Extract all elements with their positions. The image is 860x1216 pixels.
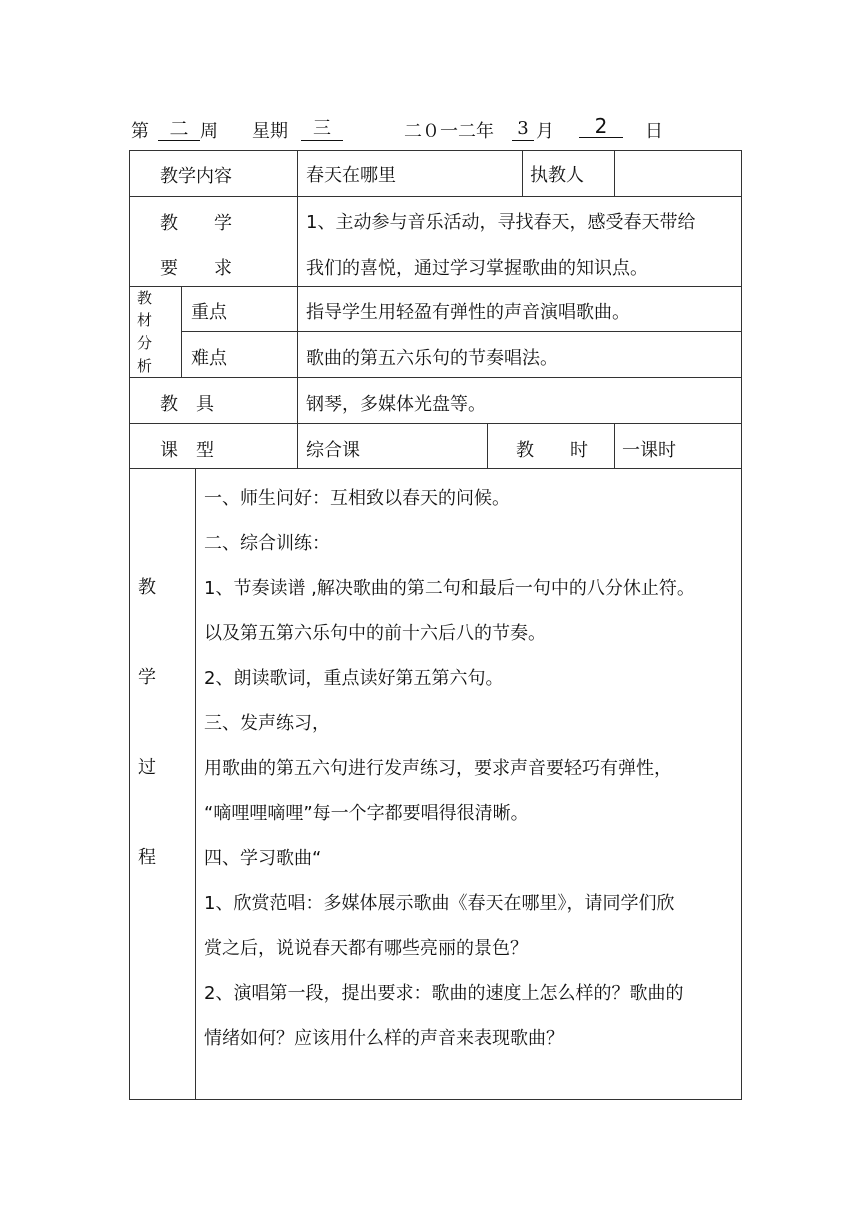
process-line: 1、欣赏范唱：多媒体展示歌曲《春天在哪里》，请同学们欣 bbox=[204, 893, 675, 914]
row-divider bbox=[129, 377, 742, 378]
process-line: 一、师生问好：互相致以春天的问候。 bbox=[204, 488, 510, 509]
hours-value: 一课时 bbox=[622, 440, 676, 461]
week-prefix: 第 bbox=[131, 121, 149, 142]
col-divider bbox=[522, 150, 523, 197]
col-divider bbox=[487, 423, 488, 469]
table-border-top bbox=[129, 150, 742, 151]
row-divider bbox=[129, 468, 742, 469]
col-divider bbox=[614, 150, 615, 197]
process-char: 教 bbox=[138, 577, 156, 598]
analysis-char: 分 bbox=[137, 334, 153, 352]
tools-label: 教 具 bbox=[160, 394, 214, 415]
table-border-bottom bbox=[129, 1099, 742, 1100]
week-value: 二 bbox=[158, 118, 200, 141]
week-value-wrap bbox=[158, 118, 200, 141]
process-line: 以及第五第六乐句中的前十六后八的节奏。 bbox=[204, 623, 546, 644]
type-value: 综合课 bbox=[306, 440, 360, 461]
process-char: 学 bbox=[138, 667, 156, 688]
col-divider bbox=[195, 468, 196, 1100]
process-line: 二、综合训练： bbox=[204, 533, 330, 554]
key-label: 重点 bbox=[191, 302, 227, 323]
process-char: 过 bbox=[138, 757, 156, 778]
month-value-wrap bbox=[512, 118, 534, 141]
process-line: 三、发声练习， bbox=[204, 713, 330, 734]
hours-label: 教 时 bbox=[516, 440, 588, 461]
process-line: 用歌曲的第五六句进行发声练习，要求声音要轻巧有弹性， bbox=[204, 758, 672, 779]
col-divider bbox=[297, 150, 298, 469]
teacher-label: 执教人 bbox=[530, 165, 584, 186]
process-line: 2、演唱第一段，提出要求：歌曲的速度上怎么样的？歌曲的 bbox=[204, 983, 684, 1004]
difficulty-label: 难点 bbox=[191, 348, 227, 369]
difficulty-value: 歌曲的第五六乐句的节奏唱法。 bbox=[306, 348, 558, 369]
analysis-char: 教 bbox=[137, 289, 153, 307]
requirements-label-line2: 要 求 bbox=[160, 258, 232, 279]
day-value-wrap bbox=[579, 115, 623, 138]
year-label: 二０一二年 bbox=[404, 121, 494, 142]
requirements-line1: 1、主动参与音乐活动，寻找春天，感受春天带给 bbox=[306, 212, 696, 233]
type-label: 课 型 bbox=[160, 440, 214, 461]
weekday-label: 星期 bbox=[252, 121, 288, 142]
row-divider bbox=[129, 196, 742, 197]
analysis-char: 析 bbox=[137, 357, 153, 375]
table-border-left bbox=[129, 150, 130, 1100]
col-divider bbox=[181, 286, 182, 378]
requirements-label-line1: 教 学 bbox=[160, 213, 232, 234]
process-line: 四、学习歌曲“ bbox=[204, 848, 322, 869]
process-line: 2、朗读歌词，重点读好第五第六句。 bbox=[204, 668, 504, 689]
process-line: 赏之后，说说春天都有哪些亮丽的景色？ bbox=[204, 938, 528, 959]
row-divider bbox=[129, 286, 742, 287]
requirements-line2: 我们的喜悦，通过学习掌握歌曲的知识点。 bbox=[306, 258, 648, 279]
process-line: “嘀哩哩嘀哩”每一个字都要唱得很清晰。 bbox=[204, 803, 529, 824]
month-value: 3 bbox=[512, 118, 534, 141]
process-line: 情绪如何？应该用什么样的声音来表现歌曲？ bbox=[204, 1028, 564, 1049]
row-divider bbox=[181, 331, 742, 332]
tools-value: 钢琴，多媒体光盘等。 bbox=[306, 394, 486, 415]
process-line: 1、节奏读谱 ,解决歌曲的第二句和最后一句中的八分休止符。 bbox=[204, 578, 695, 599]
weekday-value: 三 bbox=[301, 118, 343, 141]
content-label: 教学内容 bbox=[160, 166, 232, 187]
month-suffix: 月 bbox=[536, 121, 554, 142]
process-char: 程 bbox=[138, 847, 156, 868]
row-divider bbox=[129, 423, 742, 424]
content-value: 春天在哪里 bbox=[306, 165, 396, 186]
analysis-char: 材 bbox=[137, 311, 153, 329]
col-divider bbox=[614, 423, 615, 469]
weekday-value-wrap bbox=[301, 118, 343, 141]
table-border-right bbox=[741, 150, 742, 1100]
key-value: 指导学生用轻盈有弹性的声音演唱歌曲。 bbox=[306, 302, 630, 323]
week-suffix: 周 bbox=[200, 121, 218, 142]
day-value: 2 bbox=[579, 115, 623, 138]
day-suffix: 日 bbox=[645, 121, 663, 142]
